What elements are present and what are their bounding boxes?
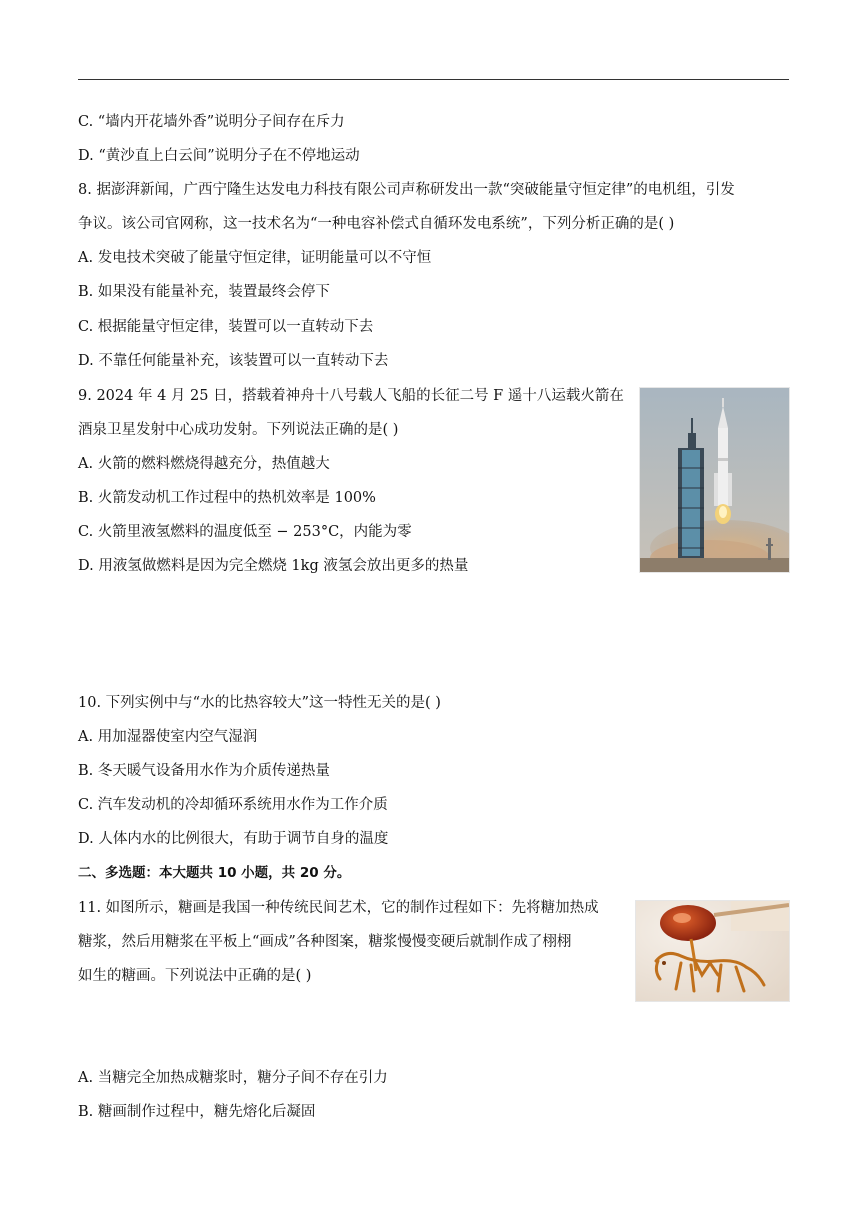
q11-stem-line-2: 糖浆，然后用糖浆在平板上“画成”各种图案，糖浆慢慢变硬后就制作成了栩栩 [78, 934, 572, 950]
q9-stem-line-1: 9. 2024 年 4 月 25 日，搭载着神舟十八号载人飞船的长征二号 F 遥十八运载火箭在 [78, 388, 624, 404]
q8-option-d: D. 不靠任何能量补充，该装置可以一直转动下去 [78, 353, 389, 369]
sugar-painting-image [635, 900, 790, 1002]
q11-option-a: A. 当糖完全加热成糖浆时，糖分子间不存在引力 [78, 1070, 388, 1086]
q9-option-b: B. 火箭发动机工作过程中的热机效率是 100% [78, 490, 376, 506]
q8-option-c: C. 根据能量守恒定律，装置可以一直转动下去 [78, 319, 374, 335]
q10-option-c: C. 汽车发动机的冷却循环系统用水作为工作介质 [78, 797, 388, 813]
q9-option-a: A. 火箭的燃料燃烧得越充分，热值越大 [78, 456, 330, 472]
q8-option-b: B. 如果没有能量补充，装置最终会停下 [78, 284, 330, 300]
q10-option-a: A. 用加湿器使室内空气湿润 [78, 729, 258, 745]
q7-option-c: C. “墙内开花墙外香”说明分子间存在斥力 [78, 114, 345, 130]
q9-stem-line-2: 酒泉卫星发射中心成功发射。下列说法正确的是( ) [78, 422, 399, 438]
rocket-launch-image [639, 387, 790, 573]
q8-stem-line-1: 8. 据澎湃新闻，广西宁隆生达发电力科技有限公司声称研发出一款“突破能量守恒定律”的电机组，引发 [78, 182, 735, 198]
section-heading-multiple-choice: 二、多选题：本大题共 10 小题，共 20 分。 [78, 865, 351, 881]
q9-option-c: C. 火箭里液氢燃料的温度低至 − 253°C，内能为零 [78, 524, 412, 540]
q8-stem-line-2: 争议。该公司官网称，这一技术名为“一种电容补偿式自循环发电系统”，下列分析正确的是( ) [78, 216, 675, 232]
q7-option-d: D. “黄沙直上白云间”说明分子在不停地运动 [78, 148, 360, 164]
q10-option-b: B. 冬天暖气设备用水作为介质传递热量 [78, 763, 330, 779]
q11-stem-line-1: 11. 如图所示，糖画是我国一种传统民间艺术，它的制作过程如下：先将糖加热成 [78, 900, 599, 916]
q10-option-d: D. 人体内水的比例很大，有助于调节自身的温度 [78, 831, 389, 847]
q9-option-d: D. 用液氢做燃料是因为完全燃烧 1kg 液氢会放出更多的热量 [78, 558, 469, 574]
q11-stem-line-3: 如生的糖画。下列说法中正确的是( ) [78, 968, 312, 984]
q8-option-a: A. 发电技术突破了能量守恒定律，证明能量可以不守恒 [78, 250, 432, 266]
q10-stem: 10. 下列实例中与“水的比热容较大”这一特性无关的是( ) [78, 695, 441, 711]
q11-option-b: B. 糖画制作过程中，糖先熔化后凝固 [78, 1104, 316, 1120]
header-rule [78, 79, 789, 80]
